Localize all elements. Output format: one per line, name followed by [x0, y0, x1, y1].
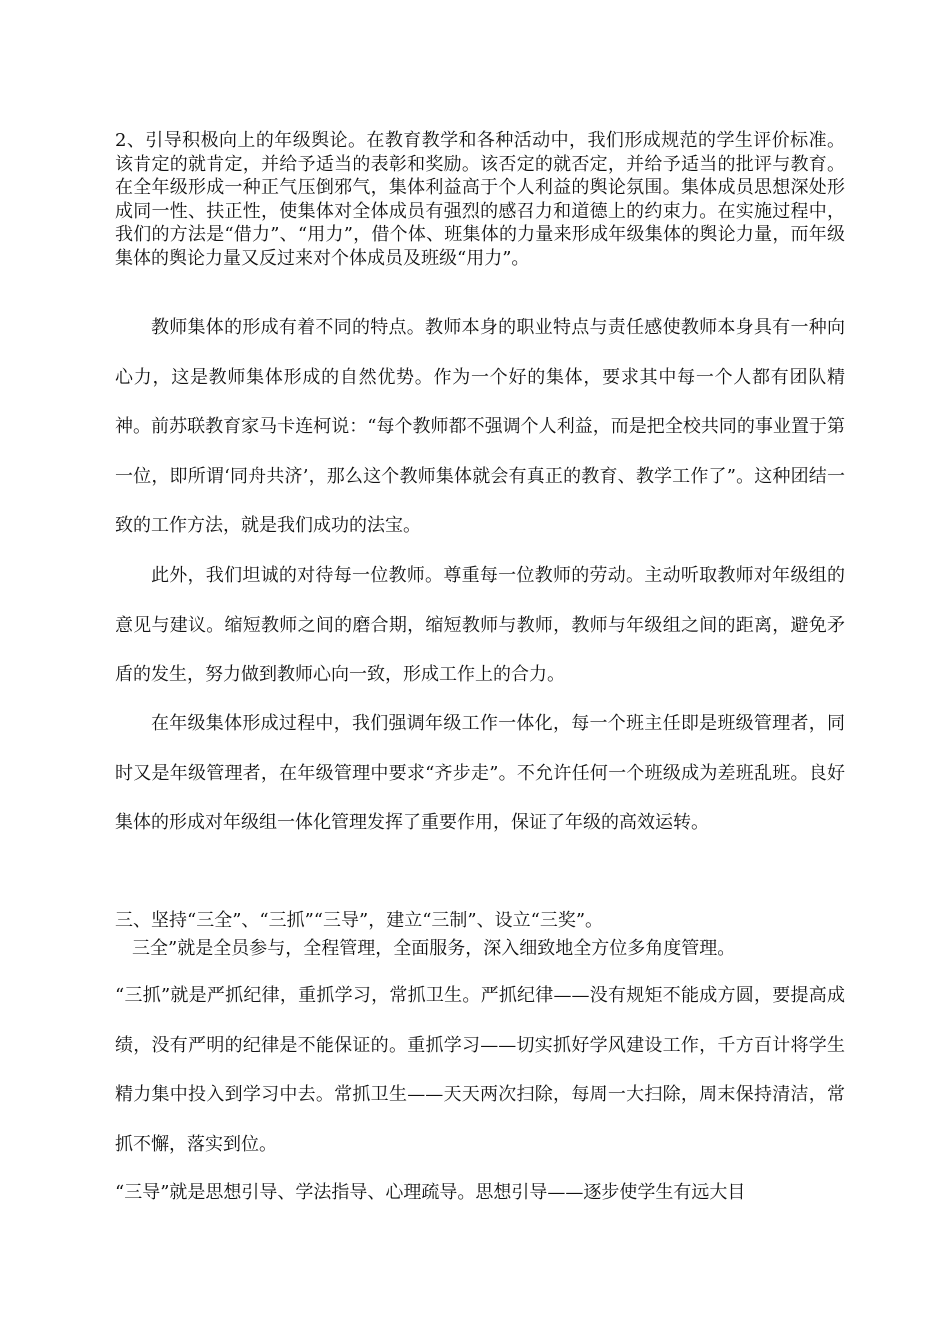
paragraph-san-quan: 三全”就是全员参与，全程管理，全面服务，深入细致地全方位多角度管理。 [132, 938, 736, 959]
paragraph-integration: 在年级集体形成过程中，我们强调年级工作一体化，每一个班主任即是班级管理者，同时又是年级管理者，在年级管理中要求“齐步走”。不允许任何一个班级成为差班乱班。良好集体的形成对年级组一体化管理发挥了重要作用，保证了年级的高效运转。 [115, 713, 845, 833]
paragraph-teacher-collective: 教师集体的形成有着不同的特点。教师本身的职业特点与责任感使教师本身具有一种向心力，这是教师集体形成的自然优势。作为一个好的集体，要求其中每一个人都有团队精神。前苏联教育家马卡连柯说：“每个教师都不强调个人利益，而是把全校共同的事业置于第一位，即所谓‘同舟共济’，那么这个教师集体就会有真正的教育、教学工作了”。这种团结一致的工作方法，就是我们成功的法宝。 [115, 317, 845, 536]
paragraph-san-zhua: “三抓”就是严抓纪律，重抓学习，常抓卫生。严抓纪律——没有规矩不能成方圆，要提高成绩，没有严明的纪律是不能保证的。重抓学习——切实抓好学风建设工作，千方百计将学生精力集中投入到学习中去。常抓卫生——天天两次扫除，每周一大扫除，周末保持清洁，常抓不懈，落实到位。 [115, 985, 845, 1155]
paragraph-respect-teachers: 此外，我们坦诚的对待每一位教师。尊重每一位教师的劳动。主动听取教师对年级组的意见与建议。缩短教师之间的磨合期，缩短教师与教师，教师与年级组之间的距离，避免矛盾的发生，努力做到教师心向一致，形成工作上的合力。 [115, 565, 845, 685]
paragraph-san-dao: “三导”就是思想引导、学法指导、心理疏导。思想引导——逐步使学生有远大目 [115, 1182, 746, 1203]
paragraph-public-opinion: 2、引导积极向上的年级舆论。在教育教学和各种活动中，我们形成规范的学生评价标准。该肯定的就肯定，并给予适当的表彰和奖励。该否定的就否定，并给予适当的批评与教育。在全年级形成一种正气压倒邪气，集体利益高于个人利益的舆论氛围。集体成员思想深处形成同一性、扶正性，使集体对全体成员有强烈的感召力和道德上的约束力。在实施过程中，我们的方法是“借力”、“用力”，借个体、班集体的力量来形成年级集体的舆论力量，而年级集体的舆论力量又反过来对个体成员及班级“用力”。 [115, 130, 845, 269]
section-heading-three: 三、坚持“三全”、“三抓”“三导”，建立“三制”、设立“三奖”。 [115, 910, 604, 931]
